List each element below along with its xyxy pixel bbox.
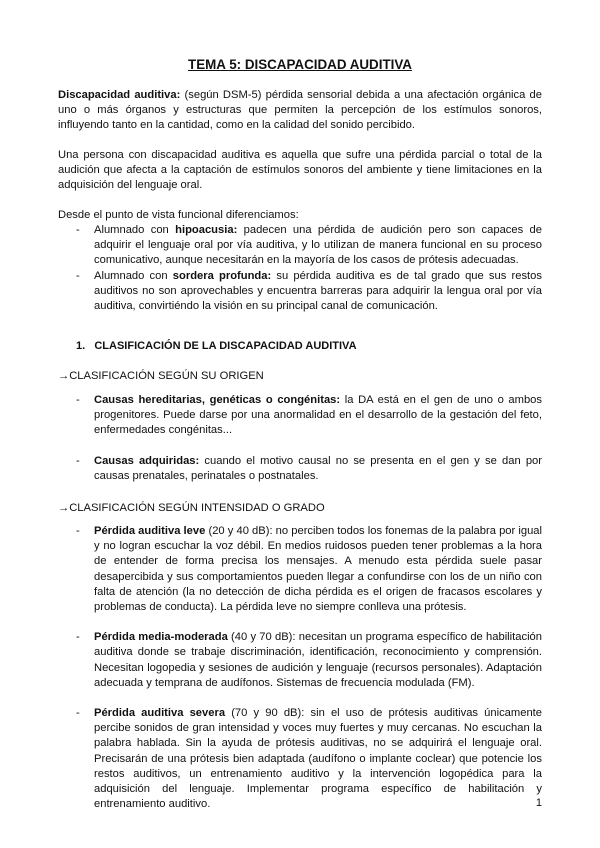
list-item-moderada: - Pérdida media-moderada (40 y 70 dB): necesitan un programa específico de habilitación auditiva donde se trabaje discriminación, identificación, reconocimiento y comprensión. Necesitan logopedia y sesiones de audición y lenguaje (recursos personales). Adaptación adecuada y temprana de audífonos. Sistemas de frecuencia modulada (FM). — [76, 631, 543, 689]
bullet-dash: - — [76, 525, 80, 537]
section-number: 1. — [76, 340, 86, 352]
list-item-hipoacusia: - Alumnado con hipoacusia: padecen una pérdida de audición pero son capaces de adquirir el lenguaje oral por vía auditiva, y lo utilizan de manera funcional en su proceso comunicativo, aunque necesitarán en la mayoría de los casos de prótesis adecuadas. — [76, 224, 543, 267]
functional-lead: Desde el punto de vista funcional diferenciamos: — [58, 209, 299, 221]
section-heading-1 — [76, 339, 357, 354]
term-sordera-profunda: sordera profunda: — [172, 269, 272, 282]
bullet-dash: - — [76, 269, 80, 282]
origin-heading: →CLASIFICACIÓN SEGÚN SU ORIGEN — [58, 370, 264, 382]
person-paragraph: Una persona con discapacidad auditiva es aquella que sufre una pérdida parcial o total de la audición que afecta a la captación de estímulos sonoros del ambiente y tiene limitaciones en la adquisición del lenguaje oral. — [58, 149, 542, 192]
bullet-dash: - — [76, 394, 80, 406]
definition-term: Discapacidad auditiva: — [58, 89, 181, 101]
section-title: CLASIFICACIÓN DE LA DISCAPACIDAD AUDITIVA — [94, 340, 357, 352]
functional-list — [58, 223, 542, 314]
list-item-hereditary: - Causas hereditarias, genéticas o congénitas: la DA está en el gen de uno o ambos progenitores. Puede darse por una anormalidad en el desarrollo de la gestación del feto, enfermedades congénitas... — [76, 394, 543, 437]
definition-paragraph — [58, 88, 542, 134]
list-item-severa: - Pérdida auditiva severa (70 y 90 dB): sin el uso de prótesis auditivas únicamente percibe sonidos de gran intensidad y voces muy fuertes y muy cercanas. No escuchan la palabra hablada. Sin la ayuda de prótesis auditivas, no se adquirirá el lenguaje oral. Precisarán de una prótesis bien adaptada (audífono o implante coclear) que potencie los restos auditivos, un entrenamiento auditivo y la intervención logopédica para la adquisición del lenguaje. Implementar programa específico de habilitación y entrenamiento auditivo. — [76, 707, 542, 811]
origin-list — [58, 393, 542, 499]
bullet-dash: - — [76, 631, 80, 644]
bullet-dash: - — [76, 707, 80, 720]
list-item-acquired: - Causas adquiridas: cuando el motivo causal no se presenta en el gen y se dan por causas prenatales, perinatales o postnatales. — [76, 454, 542, 482]
list-item-leve: - Pérdida auditiva leve (20 y 40 dB): no perciben todos los fonemas de la palabra por igual y no logran escuchar la voz débil. En medios ruidosos pueden tener problemas a la hora de entender de forma precisa los mensajes. A menudo esta pérdida suele pasar desapercibida y sus comportamientos pueden llegar a confundirse con los de un niño con falta de atención (la no detección de dicha pérdida es el origen de fracasos escolares y problemas de conducta). La pérdida leve no siempre conlleva una prótesis. — [76, 525, 542, 614]
bullet-dash: - — [76, 224, 80, 236]
intensity-heading: →CLASIFICACIÓN SEGÚN INTENSIDAD O GRADO — [58, 502, 325, 514]
intensity-list — [58, 524, 542, 827]
definition-text: (según DSM-5) pérdida sensorial debida a una afectación orgánica de uno o más órganos y estructuras que permiten la percepción de los estímulos sonoros, influyendo tanto en la cantidad, como en la calidad del sonido percibido. — [58, 89, 542, 132]
list-item-sordera: - Alumnado con sordera profunda: su pérdida auditiva es de tal grado que sus restos auditivos no son aprovechables y encuentra barreras para adquirir la lengua oral por vía auditiva, convirtiéndo la visión en su principal canal de comunicación. — [76, 269, 542, 313]
page-title: TEMA 5: DISCAPACIDAD AUDITIVA — [188, 57, 412, 72]
page-number: 1 — [535, 797, 542, 809]
term-hipoacusia: hipoacusia: — [175, 224, 238, 236]
bullet-dash: - — [76, 454, 80, 467]
